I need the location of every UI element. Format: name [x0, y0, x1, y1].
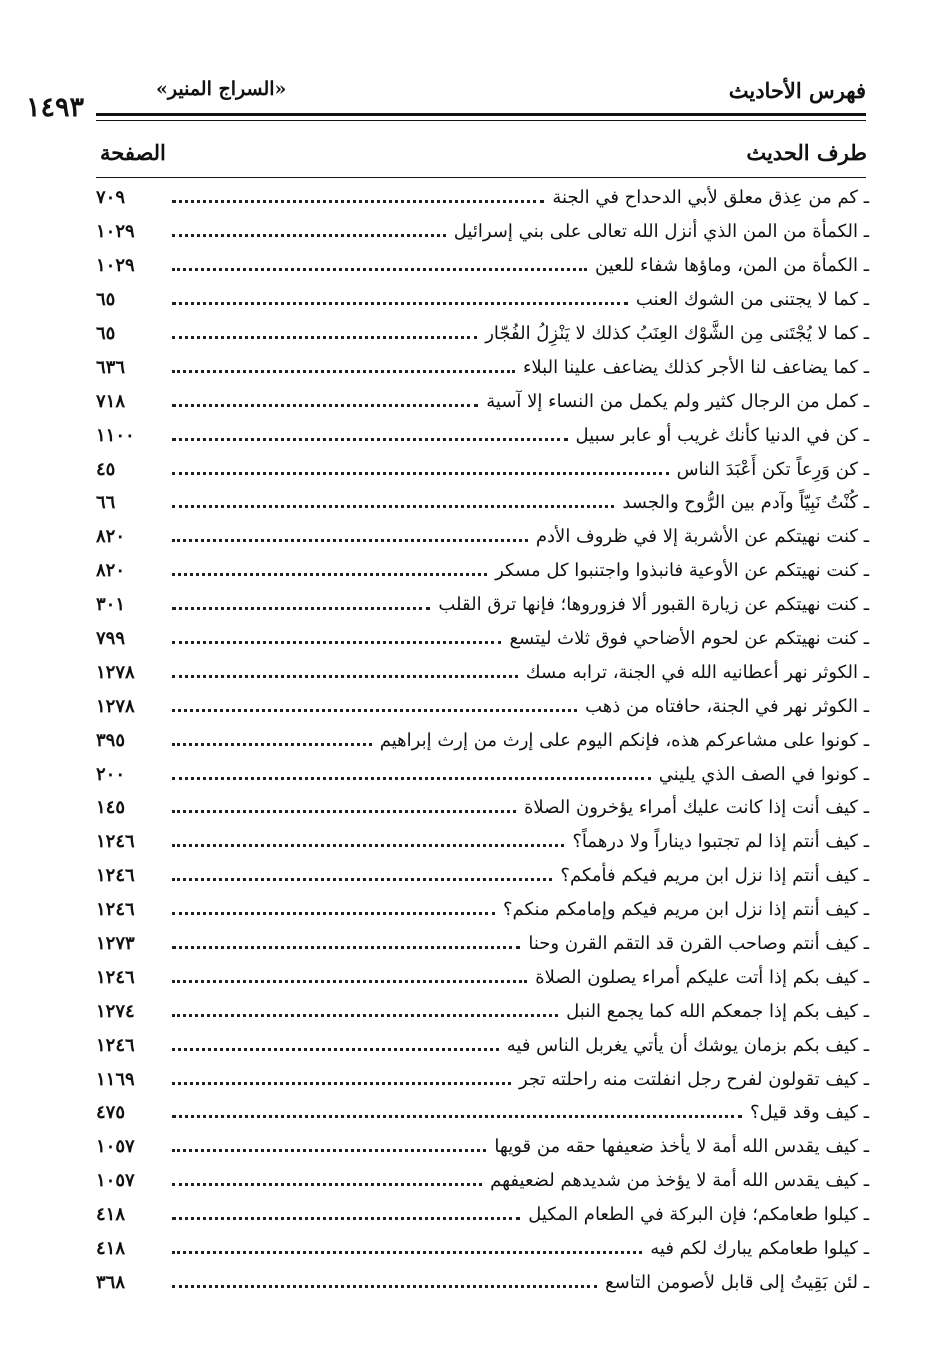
index-entry — [96, 283, 869, 317]
page-reference: ١٠٢٩ — [96, 255, 135, 277]
dot-leader — [172, 539, 528, 542]
dot-leader — [172, 1014, 558, 1017]
hadith-text: ـ كما لا يُجْتَنى مِن الشَّوْك العِنَبُ كذلك لا يَنْزِلُ الفُجّار — [485, 323, 869, 344]
hadith-text: ـ الكوثر نهر أعطانيه الله في الجنة، ترابه مسك — [525, 661, 869, 683]
index-entry — [96, 825, 869, 859]
page-reference: ٢٠٠ — [96, 763, 126, 785]
index-entry — [96, 791, 869, 825]
index-entry — [96, 622, 869, 656]
page-reference: ١٢٤٦ — [96, 1034, 135, 1056]
hadith-text: ـ كم من عِذق معلق لأبي الدحداح في الجنة — [552, 187, 869, 209]
index-entry — [96, 960, 869, 994]
hadith-text: ـ كنت نهيتكم عن زيارة القبور ألا فزوروها؛ فإنها ترق القلب — [438, 594, 869, 616]
index-entry — [96, 350, 869, 384]
page-reference: ٧٠٩ — [96, 187, 126, 209]
dot-leader — [172, 1251, 642, 1254]
index-entry — [96, 452, 869, 486]
dot-leader — [172, 1048, 499, 1051]
page-reference: ٨٢٠ — [96, 560, 126, 582]
dot-leader — [172, 844, 564, 847]
page-reference: ٤١٨ — [96, 1238, 126, 1260]
dot-leader — [172, 1217, 520, 1220]
hadith-text: ـ كيف بكم بزمان يوشك أن يأتي يغربل الناس فيه — [506, 1034, 869, 1056]
column-header-page: الصفحة — [100, 140, 166, 165]
index-entry — [96, 689, 869, 723]
hadith-text: ـ كيف أنتم إذا نزل ابن مريم فيكم وإمامكم منكم؟ — [502, 899, 869, 921]
index-entry — [96, 554, 869, 588]
index-entry — [96, 859, 869, 893]
dot-leader — [172, 912, 495, 915]
hadith-text: ـ الكمأة من المن الذي أنزل الله تعالى على بني إسرائيل — [453, 221, 869, 243]
index-entry — [96, 215, 869, 249]
index-entry — [96, 927, 869, 961]
page-reference: ٤٧٥ — [96, 1102, 126, 1124]
dot-leader — [172, 234, 446, 237]
page-reference: ١٠٥٧ — [96, 1136, 135, 1158]
hadith-text: ـ كيف أنتم وصاحب القرن قد التقم القرن وحنا — [528, 933, 869, 955]
page-reference: ٣٠١ — [96, 594, 126, 616]
page-reference: ١٢٧٨ — [96, 695, 135, 717]
dot-leader — [172, 336, 477, 339]
hadith-text: ـ كيف أنتم إذا نزل ابن مريم فيكم فأمكم؟ — [560, 865, 869, 887]
hadith-text: ـ كنت نهيتكم عن لحوم الأضاحي فوق ثلاث ليتسع — [509, 628, 869, 650]
index-entry — [96, 588, 869, 622]
hadith-text: ـ كنت نهيتكم عن الأشربة إلا في ظروف الأدم — [535, 526, 869, 548]
page-reference: ٣٩٥ — [96, 729, 126, 751]
page-reference: ٦٥ — [96, 323, 116, 344]
dot-leader — [172, 1183, 482, 1186]
dot-leader — [172, 573, 487, 576]
index-entry — [96, 994, 869, 1028]
index-entry — [96, 1130, 869, 1164]
dot-leader — [172, 810, 516, 813]
index-entry — [96, 1266, 869, 1300]
index-entry — [96, 418, 869, 452]
dot-leader — [172, 1149, 486, 1152]
hadith-text: ـ كونوا في الصف الذي يليني — [658, 763, 869, 785]
index-entry — [96, 317, 869, 351]
index-entry — [96, 893, 869, 927]
dot-leader — [172, 505, 614, 508]
page-reference: ١٢٤٦ — [96, 831, 135, 853]
page-reference: ٦٦ — [96, 492, 116, 514]
hadith-text: ـ كنت نهيتكم عن الأوعية فانبذوا واجتنبوا كل مسكر — [495, 560, 869, 582]
hadith-text: ـ لئن بَقِيتُ إلى قابل لأصومن التاسع — [605, 1271, 869, 1293]
index-entry — [96, 723, 869, 757]
hadith-text: ـ كُنْتُ نَبِيّاً وآدم بين الرُّوح والجسد — [622, 492, 869, 514]
hadith-text: ـ الكمأة من المن، وماؤها شفاء للعين — [595, 255, 869, 277]
hadith-text: ـ كيف بكم إذا أتت عليكم أمراء يصلون الصلاة — [535, 966, 869, 988]
hadith-text: ـ كيف تقولون لفرح رجل انفلتت منه راحلته تجر — [518, 1068, 869, 1090]
dot-leader — [172, 1285, 597, 1288]
page-reference: ١٢٧٣ — [96, 933, 135, 955]
dot-leader — [172, 675, 518, 678]
book-title: فهرس الأحاديث — [728, 78, 866, 103]
header-rule-thin — [96, 120, 866, 121]
page-reference: ١٠٢٩ — [96, 221, 135, 243]
index-entry — [96, 1198, 869, 1232]
hadith-text: ـ كيف يقدس الله أمة لا يؤخذ من شديدهم لضعيفهم — [490, 1170, 869, 1192]
page-reference: ١١٠٠ — [96, 424, 135, 446]
hadith-text: ـ كيف يقدس الله أمة لا يأخذ ضعيفها حقه من قويها — [494, 1136, 869, 1158]
column-header-hadith: طرف الحديث — [746, 140, 867, 165]
hadith-text: ـ كمل من الرجال كثير ولم يكمل من النساء إلا آسية — [486, 390, 869, 412]
dot-leader — [172, 404, 478, 407]
hadith-text: ـ كونوا على مشاعركم هذه، فإنكم اليوم على إرث من إرث إبراهيم — [379, 729, 869, 751]
dot-leader — [172, 607, 430, 610]
index-entry — [96, 1062, 869, 1096]
dot-leader — [172, 268, 587, 271]
page-reference: ١٢٤٦ — [96, 899, 135, 921]
hadith-text: ـ الكوثر نهر في الجنة، حافتاه من ذهب — [585, 695, 869, 717]
page-reference: ٤١٨ — [96, 1204, 126, 1226]
hadith-text: ـ كن في الدنيا كأنك غريب أو عابر سبيل — [575, 424, 869, 446]
dot-leader — [172, 980, 527, 983]
page-reference: ١٢٧٨ — [96, 661, 135, 683]
hadith-text: ـ كما لا يجتنى من الشوك العنب — [635, 289, 869, 311]
page-reference: ٣٦٨ — [96, 1271, 126, 1293]
index-entry — [96, 1164, 869, 1198]
dot-leader — [172, 743, 372, 746]
dot-leader — [172, 1082, 511, 1085]
dot-leader — [172, 641, 501, 644]
index-entry — [96, 1232, 869, 1266]
dot-leader — [172, 946, 520, 949]
page-reference: ١٢٧٤ — [96, 1000, 135, 1022]
page-reference: ٦٥ — [96, 289, 116, 311]
hadith-text: ـ كيلوا طعامكم يبارك لكم فيه — [650, 1238, 869, 1260]
page-reference: ٧٩٩ — [96, 628, 126, 650]
dot-leader — [172, 200, 544, 203]
hadith-text: ـ كيف وقد قيل؟ — [749, 1102, 869, 1124]
header-rule — [96, 113, 866, 116]
index-entry — [96, 757, 869, 791]
hadith-text: ـ كيف أنتم إذا لم تجتبوا ديناراً ولا درهماً؟ — [572, 831, 869, 853]
index-entry — [96, 520, 869, 554]
dot-leader — [172, 302, 628, 305]
page-reference: ٨٢٠ — [96, 526, 126, 548]
hadith-text: ـ كيلوا طعامكم؛ فإن البركة في الطعام المكيل — [528, 1204, 869, 1226]
column-header-rule — [96, 177, 866, 178]
page-reference: ٤٥ — [96, 458, 116, 480]
index-entry — [96, 384, 869, 418]
index-entry — [96, 1028, 869, 1062]
dot-leader — [172, 1115, 742, 1118]
dot-leader — [172, 438, 568, 441]
hadith-text: ـ كيف بكم إذا جمعكم الله كما يجمع النبل — [566, 1000, 869, 1022]
hadith-index-list — [96, 181, 869, 1299]
dot-leader — [172, 777, 651, 780]
page-reference: ١٤٥ — [96, 797, 126, 819]
index-entry — [96, 655, 869, 689]
page-reference: ٧١٨ — [96, 390, 126, 412]
index-entry — [96, 1096, 869, 1130]
index-entry — [96, 181, 869, 215]
dot-leader — [172, 370, 515, 373]
series-title: «السراج المنير» — [156, 78, 287, 100]
hadith-text: ـ كيف أنت إذا كانت عليك أمراء يؤخرون الصلاة — [523, 797, 869, 819]
dot-leader — [172, 878, 552, 881]
dot-leader — [172, 709, 577, 712]
dot-leader — [172, 472, 669, 475]
index-entry — [96, 486, 869, 520]
page-reference: ١٠٥٧ — [96, 1170, 135, 1192]
index-entry — [96, 249, 869, 283]
page-reference: ٦٣٦ — [96, 356, 126, 378]
hadith-text: ـ كما يضاعف لنا الأجر كذلك يضاعف علينا البلاء — [522, 356, 869, 378]
page-number: ١٤٩٣ — [26, 92, 85, 123]
hadith-text: ـ كن وَرِعاً تكن أَعْبَدَ الناس — [676, 458, 869, 480]
page-reference: ١٢٤٦ — [96, 865, 135, 887]
page-reference: ١٢٤٦ — [96, 966, 135, 988]
page-reference: ١١٦٩ — [96, 1068, 135, 1090]
